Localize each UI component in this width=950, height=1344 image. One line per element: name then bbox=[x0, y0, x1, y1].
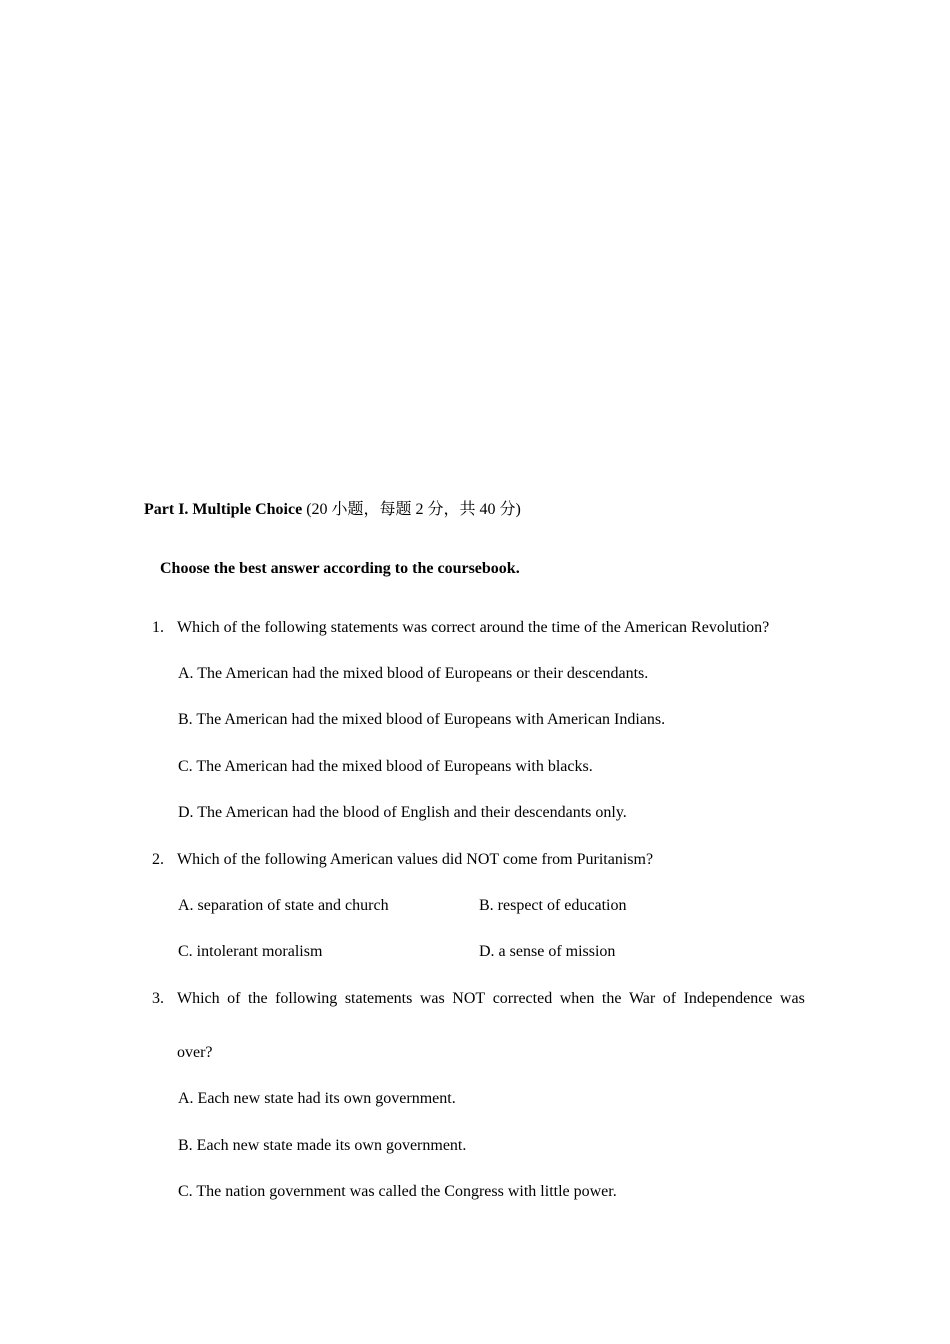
question-1-option-b: B. The American had the mixed blood of Europeans with American Indians. bbox=[178, 711, 666, 728]
question-3-word: was bbox=[779, 990, 805, 1007]
part-title: Part I. Multiple Choice bbox=[144, 501, 303, 518]
question-1-option-d: D. The American had the blood of English and their descendants only. bbox=[178, 804, 627, 821]
part-heading bbox=[144, 500, 521, 520]
question-3-text-line2: over? bbox=[177, 1044, 213, 1061]
question-3-word: was bbox=[419, 990, 445, 1007]
question-3-word: the bbox=[248, 990, 268, 1007]
question-3-option-b: B. Each new state made its own government. bbox=[178, 1137, 467, 1154]
question-3-word: NOT bbox=[452, 990, 486, 1007]
question-3-word: statements bbox=[344, 990, 413, 1007]
question-1-option-c: C. The American had the mixed blood of Europeans with blacks. bbox=[178, 758, 593, 775]
question-3-word: the bbox=[601, 990, 622, 1007]
question-3-option-a: A. Each new state had its own government. bbox=[178, 1090, 456, 1107]
question-3-word: corrected bbox=[492, 990, 553, 1007]
instruction: Choose the best answer according to the coursebook. bbox=[160, 560, 520, 577]
question-3-word: Independence bbox=[683, 990, 773, 1007]
question-3-text-line1 bbox=[177, 989, 805, 1009]
question-3-word: of bbox=[662, 990, 677, 1007]
question-2-option-b: B. respect of education bbox=[479, 897, 627, 914]
question-3-word: War bbox=[628, 990, 656, 1007]
question-2-text: Which of the following American values did NOT come from Puritanism? bbox=[177, 851, 654, 868]
question-1-text: Which of the following statements was correct around the time of the American Revolution? bbox=[177, 619, 770, 636]
question-3-word: when bbox=[559, 990, 595, 1007]
question-1-option-a: A. The American had the mixed blood of Europeans or their descendants. bbox=[178, 665, 649, 682]
question-1-number: 1. bbox=[152, 619, 164, 636]
question-2-number: 2. bbox=[152, 851, 164, 868]
question-2-option-c: C. intolerant moralism bbox=[178, 943, 323, 960]
question-3-word: Which bbox=[177, 990, 220, 1007]
question-2-option-a: A. separation of state and church bbox=[178, 897, 389, 914]
question-3-number: 3. bbox=[152, 990, 164, 1007]
question-3-word: following bbox=[275, 990, 338, 1007]
part-score-note: (20 小题，每题 2 分，共 40 分) bbox=[306, 501, 521, 518]
question-2-option-d: D. a sense of mission bbox=[479, 943, 616, 960]
question-3-word: of bbox=[227, 990, 241, 1007]
question-3-option-c: C. The nation government was called the Congress with little power. bbox=[178, 1183, 617, 1200]
